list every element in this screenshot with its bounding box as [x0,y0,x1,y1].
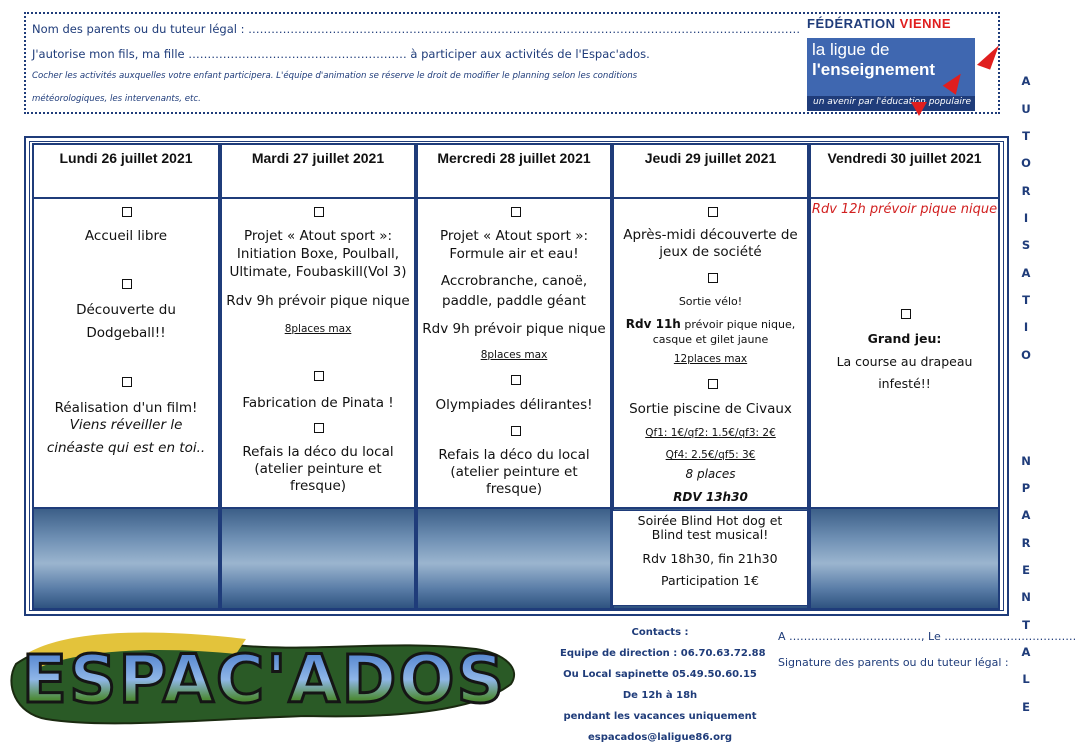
vertical-letter: T [1022,293,1030,307]
activity-checkbox[interactable] [314,423,324,433]
activity-label: Dodgeball!! [86,325,166,341]
activity-label: Après-midi découverte de [623,227,798,243]
evening-slot [32,509,220,610]
vertical-letter: A [1021,266,1031,280]
direction-phone: Equipe de direction : 06.70.63.72.88 [560,648,766,659]
activity-label: Réalisation d'un film! [54,400,198,416]
logo-tagline: un avenir par l'éducation populaire [807,96,975,111]
rdv-info: casque et gilet jaune [652,333,769,346]
places-info: 8 places [685,467,736,481]
vertical-letter: U [1021,102,1031,116]
logo-line1: la ligue de [812,40,890,59]
logo-red-triangle-icon [911,102,927,116]
vertical-letter: P [1021,481,1031,495]
day-column-wednesday [416,143,612,610]
evening-label: Soirée Blind Hot dog et [637,513,783,528]
day-header: Mardi 27 juillet 2021 [220,143,416,199]
evening-slot [220,509,416,610]
day-header: Vendredi 30 juillet 2021 [809,143,1000,199]
rdv-info: RDV 13h30 [673,490,748,504]
activity-label: Grand jeu: [867,331,942,346]
activity-label: Formule air et eau! [449,246,579,262]
activity-checkbox[interactable] [122,377,132,387]
evening-slot [809,509,1000,610]
place-date-line[interactable]: A ………………………………, Le ……………………………… [778,630,1076,643]
activity-label: fresque) [485,481,543,497]
activity-label: paddle, paddle géant [442,293,586,309]
vertical-letter: O [1021,348,1031,362]
day-activities [32,199,220,509]
vertical-letter: N [1021,454,1031,468]
vertical-letter: A [1021,508,1031,522]
activity-checkbox[interactable] [314,207,324,217]
evening-slot [416,509,612,610]
places-info: 12places max [673,353,748,365]
vertical-letter: I [1023,320,1029,334]
activity-checkbox[interactable] [708,207,718,217]
vertical-letter: I [1023,211,1029,225]
vertical-letter: R [1021,536,1031,550]
instruction-note-cont: météorologiques, les intervenants, etc. [32,94,201,104]
rdv-info: Rdv 12h prévoir pique nique [811,202,998,217]
activity-label: Accrobranche, canoë, [440,273,588,289]
vertical-letter: R [1021,184,1031,198]
authorization-form [24,12,1000,114]
child-name-line[interactable]: J'autorise mon fils, ma fille ………………………………………………… à participer aux activités de l'Espac'ados. [32,47,650,61]
activity-label: (atelier peinture et [450,464,578,480]
vertical-letter: O [1021,156,1031,170]
espacados-logo [6,624,526,734]
activity-checkbox[interactable] [122,279,132,289]
vertical-letter: S [1021,238,1031,252]
day-column-friday [809,143,1000,610]
price-info: Qf1: 1€/qf2: 1.5€/qf3: 2€ [645,427,776,439]
day-column-tuesday [220,143,416,610]
day-activities [416,199,612,509]
day-activities [809,199,1000,509]
activity-label: Projet « Atout sport »: [439,228,589,244]
activity-label: Sortie vélo! [678,295,743,308]
vertical-letter: E [1022,700,1030,714]
day-activities [220,199,416,509]
vertical-letter: T [1022,618,1030,632]
day-header: Lundi 26 juillet 2021 [32,143,220,199]
vertical-letter: A [1021,645,1031,659]
activity-label: Découverte du [76,302,176,318]
contacts-title: Contacts : [631,627,689,638]
espacados-wordmark: ESPAC'ADOS [21,641,507,718]
vertical-letter: N [1021,590,1031,604]
activity-label: fresque) [289,478,347,494]
vertical-letter: E [1022,563,1030,577]
activity-label: cinéaste qui est en toi.. [46,440,206,456]
evening-price: Participation 1€ [661,573,759,588]
activity-label: Refais la déco du local [242,444,394,460]
activity-checkbox[interactable] [901,309,911,319]
day-header: Mercredi 28 juillet 2021 [416,143,612,199]
activity-label: Accueil libre [84,228,168,244]
places-info: 8places max [284,323,352,335]
activity-label: Projet « Atout sport »: [243,228,393,244]
instruction-note: Cocher les activités auxquelles votre enfant participera. L'équipe d'animation se réserve le droit de modifier le planning selon les conditions [32,71,638,81]
activity-label: jeux de société [659,244,762,260]
activity-checkbox[interactable] [511,426,521,436]
activity-label: Sortie piscine de Civaux [629,401,792,417]
ligue-enseignement-logo [807,16,997,112]
day-activities [612,199,809,509]
evening-label: Blind test musical! [651,527,769,542]
activity-label: La course au drapeau [836,354,973,369]
activity-label: Refais la déco du local [438,447,590,463]
parent-name-line[interactable]: Nom des parents ou du tuteur légal : ……………………………………………………………………………………………………………………………… [32,22,801,36]
activity-label: Olympiades délirantes! [435,397,593,413]
activity-checkbox[interactable] [511,207,521,217]
opening-hours: De 12h à 18h [622,690,698,701]
activity-label: infesté!! [878,376,931,391]
price-info: Qf4: 2.5€/qf5: 3€ [665,449,756,461]
vertical-letter: T [1022,129,1030,143]
activity-checkbox[interactable] [122,207,132,217]
activity-label: (atelier peinture et [254,461,382,477]
signature-line[interactable]: Signature des parents ou du tuteur légal : [778,656,1009,669]
activity-checkbox[interactable] [314,371,324,381]
rdv-info: Rdv 9h prévoir pique nique [422,321,606,337]
places-info: 8places max [480,349,548,361]
rdv-info: Rdv 9h prévoir pique nique [226,293,410,309]
activity-label: Initiation Boxe, Poulball, [236,246,400,262]
activity-checkbox[interactable] [511,375,521,385]
logo-line2: l'enseignement [812,60,936,79]
vertical-letter: A [1021,74,1031,88]
activity-checkbox[interactable] [708,273,718,283]
vertical-letter: L [1022,672,1030,686]
rdv-info: Rdv 11h prévoir pique nique, [625,317,796,331]
evening-activity-thursday [612,510,808,606]
logo-red-triangle-icon [977,40,999,69]
activity-label: Fabrication de Pinata ! [242,395,394,411]
activity-label: Viens réveiller le [69,417,183,433]
activity-checkbox[interactable] [708,379,718,389]
day-header: Jeudi 29 juillet 2021 [612,143,809,199]
activity-label: Ultimate, Foubaskill(Vol 3) [229,264,407,280]
opening-period: pendant les vacances uniquement [563,711,757,722]
evening-rdv: Rdv 18h30, fin 21h30 [642,551,778,566]
contact-email[interactable]: espacados@laligue86.org [587,732,733,743]
day-column-monday [32,143,220,610]
federation-label: FÉDÉRATION VIENNE [807,16,952,31]
contacts-block [560,622,766,748]
local-phone: Ou Local sapinette 05.49.50.60.15 [563,669,757,680]
